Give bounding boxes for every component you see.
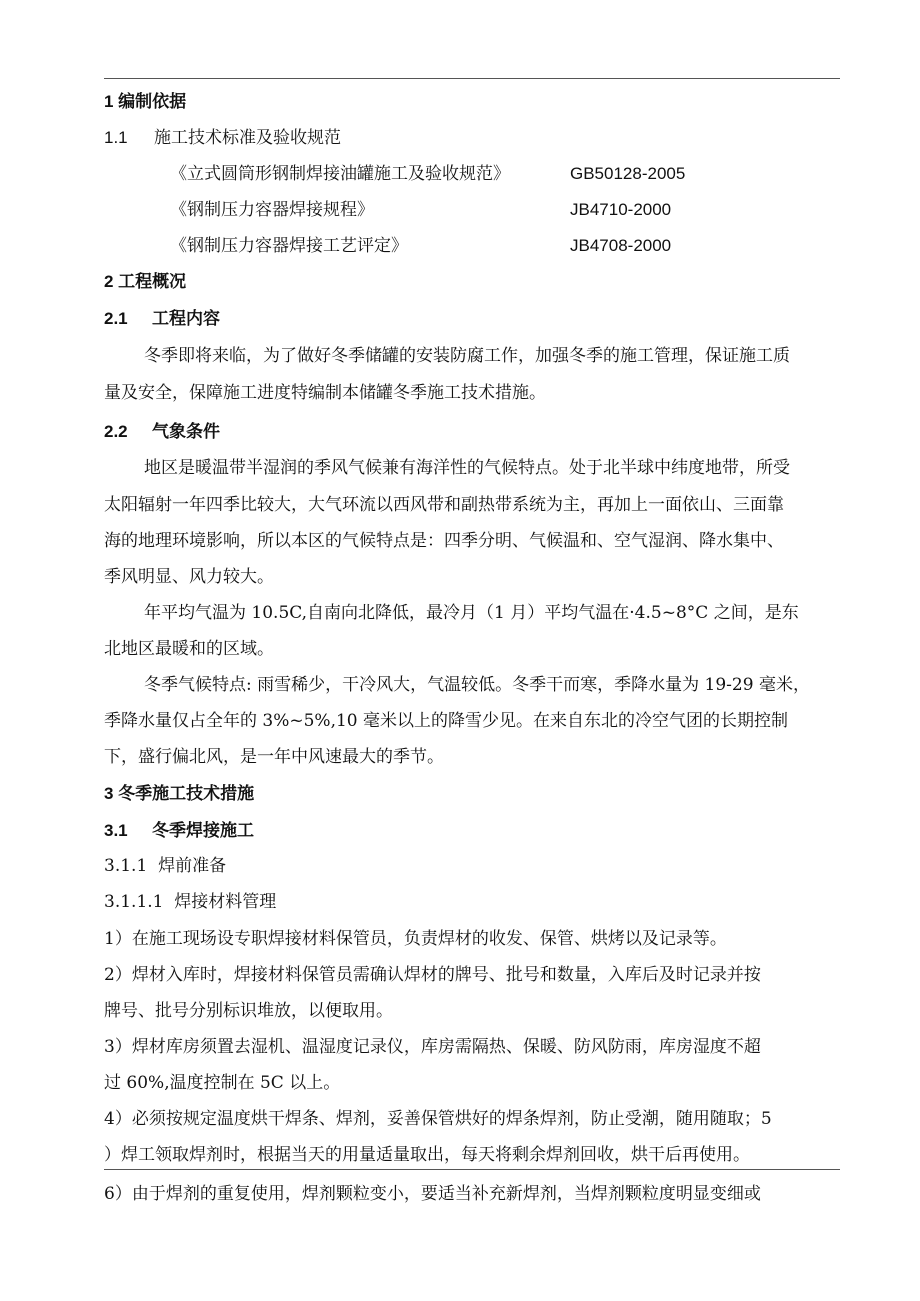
paragraph-line: 量及安全，保障施工进度特编制本储罐冬季施工技术措施。	[104, 383, 546, 403]
section-2-2-number: 2.2	[104, 422, 128, 441]
standard-code: JB4710-2000	[570, 200, 672, 219]
paragraph-line: 海的地理环境影响，所以本区的气候特点是：四季分明、气候温和、空气湿润、降水集中、	[104, 531, 784, 551]
standard-name: 《立式圆筒形钢制焊接油罐施工及验收规范》	[170, 164, 510, 184]
list-item: 2）焊材入库时，焊接材料保管员需确认焊材的牌号、批号和数量，入库后及时记录并按	[104, 965, 761, 985]
subsection-3-1-1-1: 3.1.1.1 焊接材料管理	[104, 892, 277, 912]
standard-code: GB50128-2005	[570, 164, 686, 183]
paragraph-line: 地区是暖温带半湿润的季风气候兼有海洋性的气候特点。处于北半球中纬度地带，所受	[144, 458, 790, 478]
list-item: 6）由于焊剂的重复使用，焊剂颗粒变小，要适当补充新焊剂，当焊剂颗粒度明显变细或	[104, 1184, 761, 1204]
section-2-heading: 2 工程概况	[104, 272, 187, 291]
header-rule	[104, 78, 840, 79]
section-2-2-title: 气象条件	[152, 422, 220, 441]
paragraph-line: 季风明显、风力较大。	[104, 567, 274, 587]
list-item: 4）必须按规定温度烘干焊条、焊剂，妥善保管烘好的焊条焊剂，防止受潮，随用随取；5	[104, 1109, 772, 1129]
section-3-1-title: 冬季焊接施工	[152, 821, 254, 840]
section-1-heading: 1 编制依据	[104, 92, 187, 111]
section-2-2-heading	[104, 421, 220, 443]
list-item: 1）在施工现场设专职焊接材料保管员，负责焊材的收发、保管、烘烤以及记录等。	[104, 929, 727, 949]
paragraph-line: 年平均气温为 10.5C,自南向北降低，最冷月（1 月）平均气温在·4.5~8°C 之间，是东	[144, 603, 799, 623]
paragraph-line: 太阳辐射一年四季比较大，大气环流以西风带和副热带系统为主，再加上一面依山、三面靠	[104, 495, 784, 515]
paragraph-line: 季降水量仅占全年的 3%~5%,10 毫米以上的降雪少见。在来自东北的冷空气团的长期控制	[104, 711, 789, 731]
paragraph-line: 北地区最暖和的区域。	[104, 639, 274, 659]
section-2-1-number: 2.1	[104, 309, 128, 328]
paragraph-line: 下，盛行偏北风，是一年中风速最大的季节。	[104, 747, 444, 767]
standard-code: JB4708-2000	[570, 236, 672, 255]
section-3-1-number: 3.1	[104, 821, 128, 840]
list-item: 3）焊材库房须置去湿机、温湿度记录仪，库房需隔热、保暖、防风防雨，库房湿度不超	[104, 1037, 761, 1057]
list-item: 过 60%,温度控制在 5C 以上。	[104, 1073, 341, 1093]
paragraph-line: 冬季气候特点: 雨雪稀少，干冷风大，气温较低。冬季干而寒，季降水量为 19-29 毫米，	[144, 675, 810, 695]
section-3-heading: 3 冬季施工技术措施	[104, 784, 255, 803]
section-1-1-heading	[104, 127, 341, 149]
section-3-1-heading	[104, 820, 254, 842]
section-1-1-number: 1.1	[104, 128, 128, 147]
list-item: ）焊工领取焊剂时，根据当天的用量适量取出，每天将剩余焊剂回收，烘干后再使用。	[104, 1145, 750, 1165]
standard-name: 《钢制压力容器焊接工艺评定》	[170, 236, 408, 256]
page-break-rule	[104, 1169, 840, 1170]
section-2-1-heading	[104, 308, 220, 330]
list-item: 牌号、批号分别标识堆放，以便取用。	[104, 1001, 393, 1021]
subsection-3-1-1: 3.1.1 焊前准备	[104, 856, 227, 876]
section-1-1-title: 施工技术标准及验收规范	[154, 128, 341, 148]
section-2-1-title: 工程内容	[152, 309, 220, 328]
paragraph-line: 冬季即将来临，为了做好冬季储罐的安装防腐工作，加强冬季的施工管理，保证施工质	[144, 346, 790, 366]
standard-name: 《钢制压力容器焊接规程》	[170, 200, 374, 220]
